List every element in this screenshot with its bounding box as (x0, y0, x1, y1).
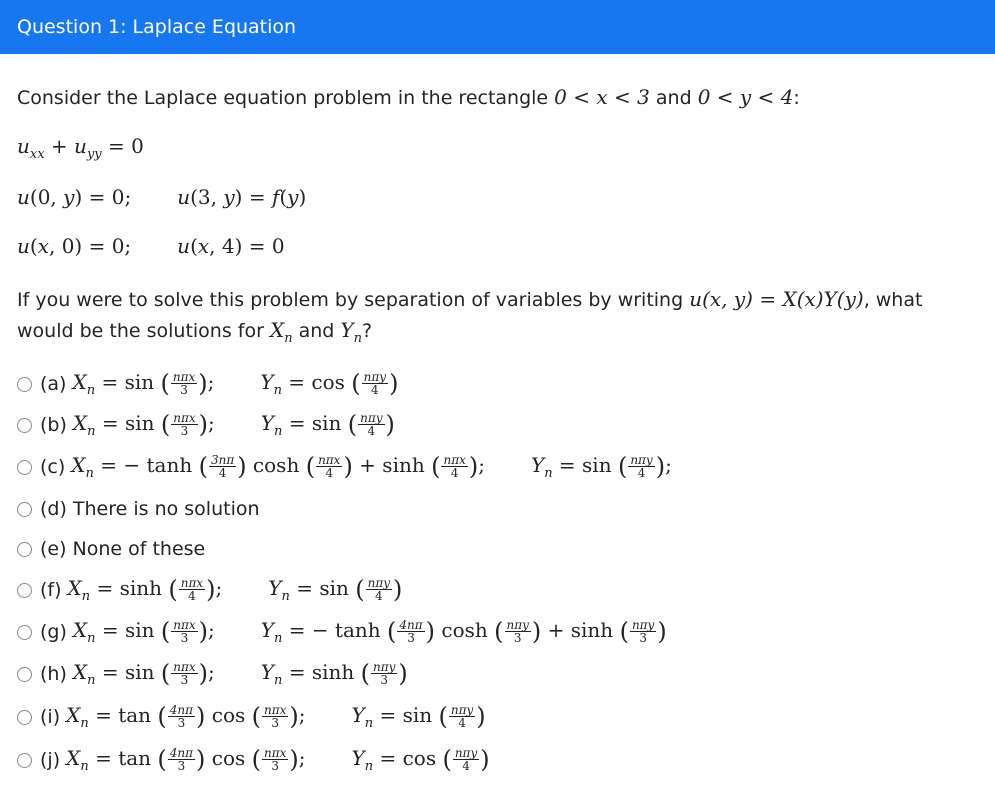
option-i-radio[interactable] (17, 710, 32, 725)
question-header (0, 0, 995, 54)
option-c[interactable] (17, 453, 672, 481)
intro-text-before: Consider the Laplace equation problem in the rectangle (17, 87, 555, 109)
boundary-conditions-y: u(x, 0) = 0; u(x, 4) = 0 (17, 234, 285, 258)
option-d[interactable] (17, 498, 260, 520)
option-h[interactable] (17, 660, 408, 688)
intro-text-after: : (793, 87, 800, 109)
option-h-formula: $X_n = \sin$ ( $\frac{\text{nπx}}{3}$ ); $Y_n = \sinh$ ( $\frac{\text{nπy}}{3}$ ) (72, 659, 408, 688)
option-f-label: (f) (40, 579, 62, 601)
option-a-formula: $X_n = \sin$ ( $\frac{\text{nπx}}{3}$ ); $Y_n = \cos$ ( $\frac{\text{nπy}}{4}$ ) (72, 369, 399, 398)
option-g-formula: $X_n = \sin$ ( $\frac{\text{nπx}}{3}$ ); $Y_n$ = − tanh ( $\frac{4n\pi}{3}$ ) cosh ( $\frac{\text{nπy}}{3}$ ) + sinh ( $\frac{\text{nπy}}{3}$ ) (72, 617, 667, 646)
option-h-label: (h) (40, 663, 67, 685)
question-text-after: ? (361, 320, 373, 342)
pde-equation: $u_{xx} + u_{yy} = 0$ (17, 134, 144, 162)
option-g-radio[interactable] (17, 625, 32, 640)
option-b-label: (b) (40, 414, 67, 436)
boundary-conditions-x: u(0, y) = 0; u(3, y) = f(y) (17, 185, 307, 209)
option-b[interactable] (17, 411, 395, 439)
option-a[interactable] (17, 370, 398, 398)
option-d-radio[interactable] (17, 502, 32, 517)
option-e-text: None of these (72, 538, 206, 560)
question-text-before: If you were to solve this problem by separation of variables by writing (17, 289, 690, 311)
option-f-radio[interactable] (17, 583, 32, 598)
option-e-label: (e) (40, 538, 67, 560)
option-c-radio[interactable] (17, 460, 32, 475)
option-i[interactable] (17, 703, 486, 731)
option-f-formula: $X_n = \sinh$ ( $\frac{\text{nπx}}{4}$ ); $Y_n = \sin$ ( $\frac{\text{nπy}}{4}$ ) (67, 575, 403, 604)
option-a-label: (a) (40, 373, 67, 395)
option-c-formula: $X_n$ = − tanh ( $\frac{3n\pi}{4}$ ) cosh ( $\frac{\text{nπx}}{4}$ ) + sinh ( $\frac{\text{nπx}}{4}$ ); $Y_n = \sin$ ( $\frac{\text{nπy}}{4}$ ); (71, 452, 672, 481)
intro-text-and: and (649, 87, 698, 109)
option-g[interactable] (17, 618, 667, 646)
range-x: 0 < x < 3 (554, 85, 650, 109)
option-d-text: There is no solution (72, 498, 260, 520)
option-b-radio[interactable] (17, 418, 32, 433)
option-a-radio[interactable] (17, 377, 32, 392)
range-y: 0 < y < 4 (697, 85, 794, 109)
option-d-label: (d) (40, 498, 67, 520)
question-content (0, 85, 995, 110)
intro-text (17, 85, 978, 110)
option-h-radio[interactable] (17, 667, 32, 682)
option-i-formula: $X_n = \tan$ ( $\frac{4n\pi}{3}$ ) cos ( $\frac{\text{nπx}}{3}$ ); $Y_n = \sin$ ( $\frac{\text{nπy}}{4}$ ) (66, 702, 486, 731)
xn-symbol: X (269, 318, 285, 342)
option-j-radio[interactable] (17, 753, 32, 768)
option-i-label: (i) (40, 706, 61, 728)
question-text: If you were to solve this problem by separation of variables by writing u(x, y) = X(x)Y(y), what would be the solutions for $X_n$ and $Y_n$? (17, 287, 923, 346)
option-f[interactable] (17, 576, 402, 604)
option-e[interactable] (17, 538, 205, 560)
yn-symbol: Y (340, 318, 354, 342)
question-title: Question 1: Laplace Equation (17, 16, 297, 38)
option-e-radio[interactable] (17, 542, 32, 557)
question-text-and: and (292, 320, 341, 342)
option-c-label: (c) (40, 456, 66, 478)
option-j-label: (j) (40, 749, 61, 771)
option-j[interactable] (17, 746, 490, 774)
option-b-formula: $X_n = \sin$ ( $\frac{\text{nπx}}{3}$ ); $Y_n = \sin$ ( $\frac{\text{nπy}}{4}$ ) (72, 410, 395, 439)
option-g-label: (g) (40, 621, 67, 643)
separation-ansatz: u(x, y) = X(x)Y(y) (689, 287, 864, 311)
option-j-formula: $X_n = \tan$ ( $\frac{4n\pi}{3}$ ) cos ( $\frac{\text{nπx}}{3}$ ); $Y_n = \cos$ ( $\frac{\text{nπy}}{4}$ ) (66, 745, 490, 774)
question-text-middle: , what would be the solutions for (17, 289, 923, 342)
